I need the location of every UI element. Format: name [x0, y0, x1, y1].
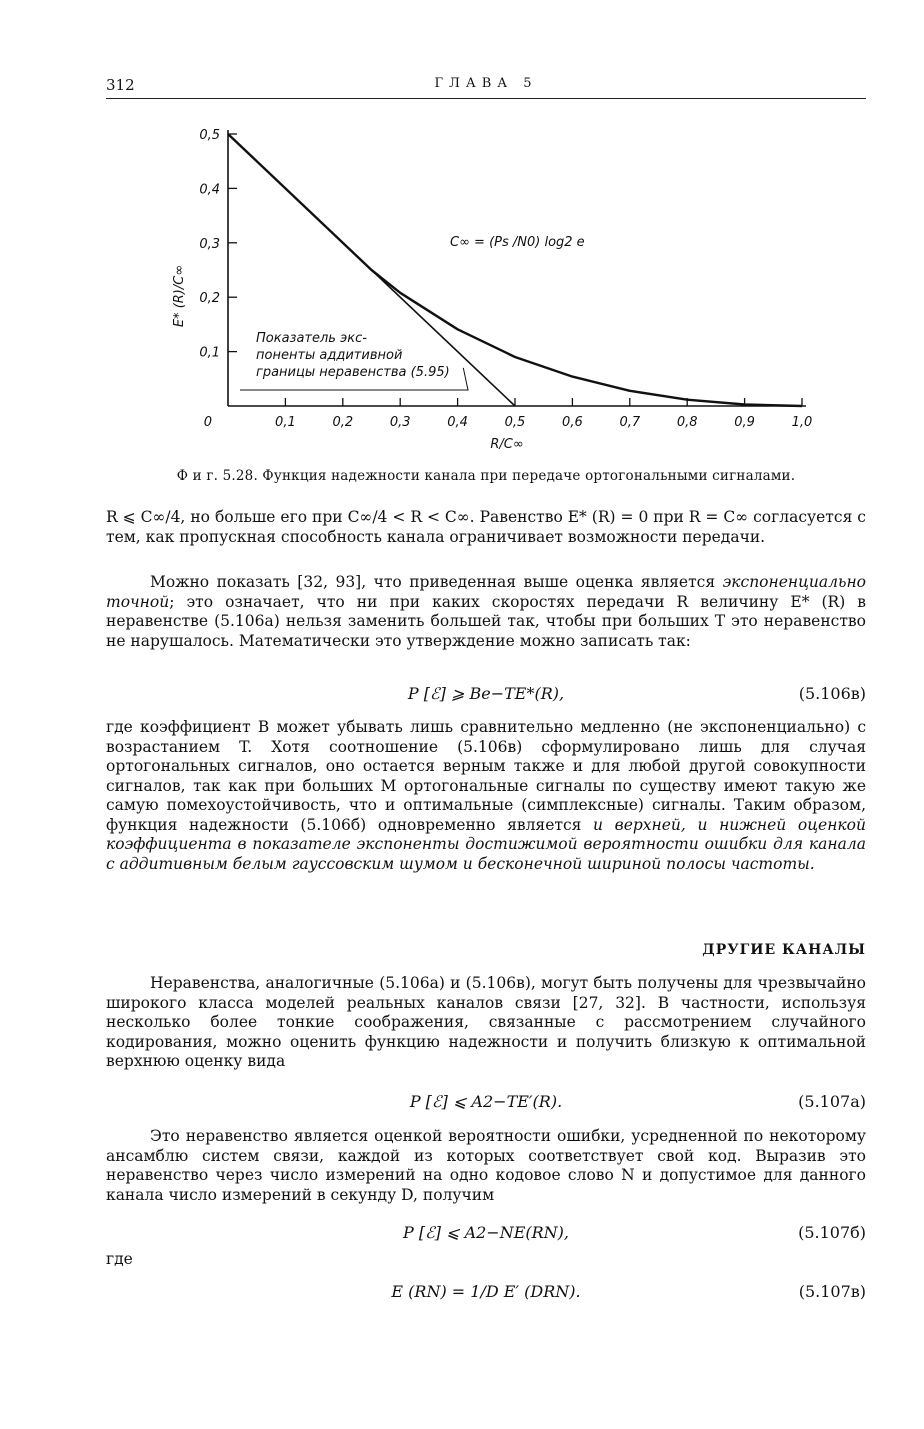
plot-area: [199, 128, 812, 430]
x-tick-label: 0,6: [562, 415, 583, 430]
equation-number: (5.107в): [798, 1282, 866, 1301]
paragraph-2-part-a: Можно показать [32, 93], что приведенная выше оценка является: [150, 573, 723, 591]
running-header: [106, 76, 866, 99]
paragraph-3: [106, 718, 866, 874]
equation-formula: P [ℰ] ⩽ A2−NE(RN),: [402, 1223, 570, 1242]
equation-formula: P [ℰ] ⩾ Be−TE*(R),: [407, 684, 565, 703]
capacity-formula: C∞ = (Ps /N0) log2 e: [450, 235, 585, 250]
x-tick-label: 0,4: [447, 415, 468, 430]
y-tick-label: 0,5: [199, 128, 220, 143]
paragraph-3-emphasis: и верхней, и нижней оценкой коэффициента в показателе экспоненты достижимой вероятности ошибки для канала с аддитивным белым гауссовским шумом и бесконечной шириной полосы частоты.: [106, 815, 866, 873]
y-tick-label: 0,4: [199, 182, 220, 198]
paragraph-2-emphasis: экспоненциально точной: [106, 573, 866, 611]
section-heading: ДРУГИЕ КАНАЛЫ: [702, 942, 866, 958]
paragraph-5: [106, 1127, 866, 1205]
where-text: где: [106, 1250, 133, 1268]
x-tick-label: 0,2: [332, 415, 354, 430]
paragraph-4-text: Неравенства, аналогичные (5.106а) и (5.106в), могут быть получены для чрезвычайно широкого класса моделей реальных каналов связи [27, 32]. В частности, используя несколько более тонкие соображения, связанные с рассмотрением случайного кодирования, можно оценить функцию надежности и получить близкую к оптимальной верхнюю оценку вида: [106, 974, 866, 1070]
equation-number: (5.107б): [798, 1223, 866, 1242]
y-tick-label: 0: [203, 415, 212, 430]
page-number: 312: [106, 76, 135, 94]
x-tick-label: 0,3: [389, 415, 411, 430]
annotation-line-1: Показатель экс-: [256, 331, 367, 346]
equation-number: (5.107а): [798, 1092, 866, 1111]
annotation-line-3: границы неравенства (5.95): [256, 365, 450, 380]
equation-number: (5.106в): [798, 684, 866, 703]
x-tick-label: 1,0: [791, 415, 813, 430]
equation-5-107a: [106, 1092, 866, 1114]
y-tick-label: 0,1: [199, 345, 220, 361]
x-tick-label: 0,9: [734, 415, 755, 430]
y-tick-label: 0,2: [199, 291, 220, 307]
paragraph-1: [106, 508, 866, 547]
paragraph-1-text: R ⩽ C∞/4, но больше его при C∞/4 < R < C∞. Равенство E* (R) = 0 при R = C∞ согласуется с тем, как пропускная способность канала ограничивает возможности передачи.: [106, 508, 866, 546]
equation-5-106v: [106, 684, 866, 706]
y-tick-label: 0,3: [199, 236, 220, 252]
x-axis-label: R/C∞: [490, 437, 524, 452]
reliability-function-chart: [150, 118, 830, 458]
chapter-title: ГЛАВА 5: [434, 76, 538, 91]
bound-exponent-line: [372, 270, 516, 406]
equation-formula: E (RN) = 1/D E′ (DRN).: [391, 1282, 581, 1301]
paragraph-4: [106, 974, 866, 1072]
paragraph-5-text: Это неравенство является оценкой вероятности ошибки, усредненной по некоторому ансамблю систем связи, каждой из которых соответствует свой код. Выразив это неравенство через число измерений на одно кодовое слово N и допустимое для данного канала число измерений в секунду D, получим: [106, 1127, 866, 1204]
where-word: [106, 1250, 866, 1270]
figure-caption: Ф и г. 5.28. Функция надежности канала при передаче ортогональными сигналами.: [176, 468, 796, 484]
paragraph-3-part-a: где коэффициент B может убывать лишь сравнительно медленно (не экспоненциально) с возрастанием T. Хотя соотношение (5.106в) сформулировано лишь для случая ортогональных сигналов, оно остается верным также и для любой другой совокупности сигналов, так как при больших M ортогональные сигналы по существу имеют такую же самую помехоустойчивость, что и оптимальные (симплексные) сигналы. Таким образом, функция надежности (5.106б) одновременно является: [106, 718, 866, 834]
x-tick-label: 0,7: [619, 415, 641, 430]
paragraph-2-part-c: ; это означает, что ни при каких скоростях передачи R величину E* (R) в неравенстве (5.106а) нельзя заменить большей так, чтобы при больших T это неравенство не нарушалось. Математически это утверждение можно записать так:: [106, 592, 866, 650]
equation-formula: P [ℰ] ⩽ A2−TE′(R).: [409, 1092, 563, 1111]
x-tick-label: 0,5: [504, 415, 526, 430]
x-tick-label: 0,8: [676, 415, 698, 430]
equation-5-107b: [106, 1223, 866, 1245]
y-axis-label: E* (R)/C∞: [172, 264, 187, 328]
paragraph-2: [106, 573, 866, 651]
annotation-line-2: поненты аддитивной: [256, 348, 403, 363]
x-tick-label: 0,1: [275, 415, 296, 430]
equation-5-107v: [106, 1282, 866, 1304]
